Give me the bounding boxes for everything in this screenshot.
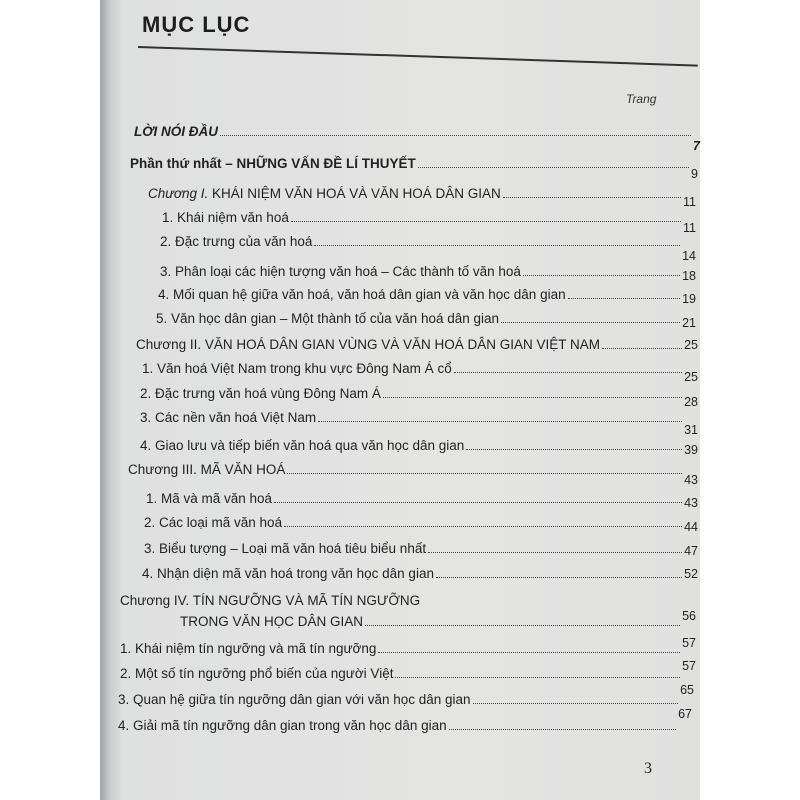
book-page <box>100 0 700 800</box>
toc-entry-label: 5. Văn học dân gian – Một thành tố của văn hoá dân gian <box>156 311 500 326</box>
leader-dots <box>602 348 682 349</box>
toc-entry-page: 39 <box>684 443 698 457</box>
chapter-title-line-2: TRONG VĂN HỌC DÂN GIAN <box>180 614 364 629</box>
leader-dots <box>383 397 682 398</box>
toc-entry-page: 52 <box>684 567 698 581</box>
toc-entry-page: 25 <box>684 370 698 384</box>
toc-entry[interactable] <box>158 287 696 306</box>
leader-dots <box>568 298 681 299</box>
toc-entry-label: 3. Quan hệ giữa tín ngưỡng dân gian với văn học dân gian <box>118 692 471 707</box>
leader-dots <box>378 652 680 653</box>
toc-entry-label <box>148 186 501 201</box>
toc-entry[interactable] <box>140 386 698 409</box>
toc-entry-label: 2. Các loại mã văn hoá <box>144 515 283 530</box>
toc-entry-chapter-4-line-1[interactable] <box>120 593 420 608</box>
toc-entry-label <box>130 156 416 171</box>
leader-dots <box>395 677 680 678</box>
toc-entry-page: 67 <box>678 707 692 721</box>
leader-dots <box>291 221 681 222</box>
toc-entry-label: 4. Giải mã tín ngưỡng dân gian trong văn học dân gian <box>118 718 447 733</box>
toc-entry[interactable] <box>144 541 698 556</box>
toc-entry[interactable] <box>144 515 698 534</box>
toc-entry-page: 11 <box>683 195 696 209</box>
leader-dots <box>220 135 691 136</box>
page-column-label: Trang <box>626 92 657 106</box>
chapter-title: VĂN HOÁ DÂN GIAN VÙNG VÀ VĂN HOÁ DÂN GIAN VIỆT NAM <box>204 337 600 352</box>
toc-entry[interactable] <box>120 636 696 656</box>
toc-entry[interactable] <box>140 410 698 437</box>
leader-dots <box>428 552 682 553</box>
part-prefix: Phần thứ nhất – <box>130 156 237 171</box>
toc-entry[interactable] <box>140 438 698 457</box>
toc-entry-label: 2. Một số tín ngưỡng phổ biến của người Việt <box>120 666 394 681</box>
toc-entry-chapter-3[interactable] <box>128 462 698 487</box>
leader-dots <box>473 703 679 704</box>
leader-dots <box>436 577 682 578</box>
chapter-prefix: Chương II. <box>136 337 205 352</box>
leader-dots <box>365 625 680 626</box>
toc-entry-page: 47 <box>684 544 698 558</box>
leader-dots <box>314 245 680 246</box>
page-title: MỤC LỤC <box>142 12 251 37</box>
toc-entry-label <box>136 337 600 352</box>
title-underline <box>138 46 698 67</box>
chapter-title: KHÁI NIỆM VĂN HOÁ VÀ VĂN HOÁ DÂN GIAN <box>212 186 501 201</box>
leader-dots <box>449 729 676 730</box>
leader-dots <box>503 197 681 198</box>
toc-entry-label: 2. Đặc trưng của văn hoá <box>160 234 313 249</box>
toc-entry-preface[interactable] <box>134 124 700 153</box>
toc-entry-label: 3. Các nền văn hoá Việt Nam <box>140 410 317 425</box>
toc-entry[interactable] <box>142 566 698 581</box>
toc-entry-page: 19 <box>682 292 696 306</box>
leader-dots <box>284 526 682 527</box>
toc-entry-page: 44 <box>684 520 698 534</box>
toc-entry-page: 11 <box>683 221 696 235</box>
toc-entry-page: 18 <box>682 269 696 283</box>
toc-entry[interactable] <box>118 707 692 733</box>
toc-entry-chapter-2[interactable] <box>136 337 698 352</box>
toc-entry-page: 7 <box>693 139 700 153</box>
toc-entry[interactable] <box>160 264 696 283</box>
toc-entry-page: 65 <box>680 683 694 697</box>
leader-dots <box>318 421 682 422</box>
toc-entry-label: 4. Mối quan hệ giữa văn hoá, văn hoá dân gian và văn học dân gian <box>158 287 566 302</box>
toc-entry[interactable] <box>162 210 696 235</box>
toc-entry-page: 57 <box>682 636 696 650</box>
toc-entry-label: 4. Giao lưu và tiếp biến văn hoá qua văn học dân gian <box>140 438 465 453</box>
toc-entry-label: 4. Nhận diện mã văn hoá trong văn học dân gian <box>142 566 434 581</box>
toc-entry-chapter-4[interactable] <box>180 609 696 629</box>
toc-entry-part-1[interactable] <box>130 156 698 181</box>
toc-entry-page: 57 <box>682 659 696 673</box>
toc-entry-label: 1. Khái niệm tín ngưỡng và mã tín ngưỡng <box>120 641 377 656</box>
leader-dots <box>466 449 682 450</box>
toc-entry-chapter-1[interactable] <box>148 186 696 209</box>
toc-entry-label: 2. Đặc trưng văn hoá vùng Đông Nam Á <box>140 386 381 401</box>
page-number: 3 <box>644 760 652 777</box>
toc-entry-page: 25 <box>684 338 698 352</box>
leader-dots <box>501 322 680 323</box>
leader-dots <box>287 473 682 474</box>
leader-dots <box>454 372 682 373</box>
toc-entry[interactable] <box>156 311 696 330</box>
chapter-title: MÃ VĂN HOÁ <box>200 462 286 477</box>
toc-entry-page: 9 <box>691 167 698 181</box>
leader-dots <box>418 167 689 168</box>
toc-entry-label: 1. Khái niệm văn hoá <box>162 210 289 225</box>
chapter-prefix: Chương IV. <box>120 593 193 608</box>
part-title: NHỮNG VẤN ĐỀ LÍ THUYẾT <box>236 156 416 171</box>
toc-entry-page: 28 <box>684 395 698 409</box>
toc-entry-page: 43 <box>684 473 698 487</box>
chapter-prefix: Chương I. <box>148 186 212 201</box>
toc-entry-label: 3. Phân loại các hiện tượng văn hoá – Các thành tố văn hoá <box>160 264 521 279</box>
toc-entry-page: 43 <box>684 496 698 510</box>
chapter-prefix: Chương III. <box>128 462 201 477</box>
leader-dots <box>274 502 682 503</box>
toc-entry-page: 14 <box>682 249 696 263</box>
toc-entry[interactable] <box>120 659 696 681</box>
toc-entry[interactable] <box>146 491 698 510</box>
toc-entry[interactable] <box>118 683 694 707</box>
chapter-title: TÍN NGƯỠNG VÀ MÃ TÍN NGƯỠNG <box>192 593 421 608</box>
toc-entry-page: 56 <box>682 609 696 623</box>
toc-entry[interactable] <box>160 234 696 263</box>
toc-entry-page: 21 <box>682 316 696 330</box>
toc-entry-label: 1. Mã và mã văn hoá <box>146 491 273 506</box>
toc-entry[interactable] <box>142 361 698 384</box>
toc-entry-label <box>128 462 285 477</box>
toc-entry-label: LỜI NÓI ĐẦU <box>134 124 219 139</box>
leader-dots <box>523 275 680 276</box>
toc-entry-page: 31 <box>684 423 698 437</box>
toc-entry-label: 1. Văn hoá Việt Nam trong khu vực Đông Nam Á cổ <box>142 361 452 376</box>
toc-entry-label: 3. Biểu tượng – Loại mã văn hoá tiêu biểu nhất <box>144 541 427 556</box>
